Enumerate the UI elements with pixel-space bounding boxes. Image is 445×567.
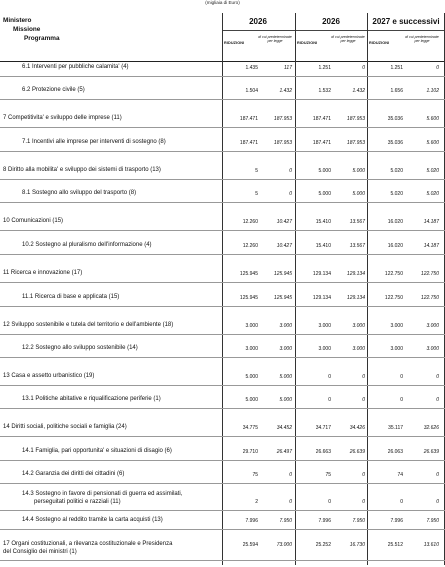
reduction-value: 122.750 xyxy=(384,295,403,301)
reduction-value: 1.251 xyxy=(318,65,331,71)
reduction-value: 0 xyxy=(328,397,331,403)
reduction-value: 3.000 xyxy=(318,323,331,329)
predetermined-value: 0 xyxy=(289,499,292,505)
reduction-value: 187.471 xyxy=(239,116,258,122)
predetermined-value: 122.750 xyxy=(420,295,439,301)
predetermined-value: 187.953 xyxy=(273,116,292,122)
predetermined-value: 5.600 xyxy=(426,140,439,146)
row-label-continuation: perseguitati politici e razziali (11) xyxy=(34,499,121,505)
missione-label: 17 Organi costituzionali, a rilevanza costituzionale e Presidenza xyxy=(3,541,173,547)
reduction-value: 0 xyxy=(328,499,331,505)
predetermined-value: 3.000 xyxy=(279,346,292,352)
reduction-value: 5.000 xyxy=(245,397,258,403)
predetermined-value: 187.953 xyxy=(346,140,365,146)
reduction-value: 16.020 xyxy=(387,219,403,225)
predetermined-value: 0 xyxy=(289,191,292,197)
reduction-value: 5 xyxy=(255,191,258,197)
predetermined-value: 3.000 xyxy=(279,323,292,329)
predetermined-value: 16.730 xyxy=(349,542,365,548)
reduction-value: 2 xyxy=(255,499,258,505)
header-subline xyxy=(223,30,445,31)
reduction-value: 7.996 xyxy=(318,518,331,524)
predetermined-value: 0 xyxy=(362,65,365,71)
year-header-2: 2026 xyxy=(322,17,340,26)
reduction-value: 5.000 xyxy=(318,168,331,174)
predetermined-value: 0 xyxy=(362,374,365,380)
predetermined-value: 26.497 xyxy=(276,449,292,455)
reduction-value: 15.410 xyxy=(315,243,331,249)
budget-table xyxy=(0,13,445,565)
reduction-value: 3.000 xyxy=(318,346,331,352)
reduction-value: 3.000 xyxy=(245,346,258,352)
year-header-3: 2027 e successivi xyxy=(372,17,440,26)
row-divider xyxy=(0,254,445,255)
reduction-value: 7.996 xyxy=(245,518,258,524)
reduction-value: 25.512 xyxy=(387,542,403,548)
predetermined-value: 5.000 xyxy=(279,374,292,380)
reduction-value: 122.750 xyxy=(384,271,403,277)
reduction-value: 5.020 xyxy=(390,191,403,197)
predetermined-value: 0 xyxy=(436,472,439,478)
predetermined-value: 1.432 xyxy=(279,88,292,94)
reduction-value: 0 xyxy=(400,374,403,380)
predetermined-value: 7.950 xyxy=(279,518,292,524)
reduction-value: 129.134 xyxy=(312,271,331,277)
row-divider xyxy=(0,230,445,231)
row-divider xyxy=(0,306,445,307)
programma-label: 10.2 Sostegno al pluralismo dell'informazione (4) xyxy=(22,242,152,248)
reduction-value: 75 xyxy=(252,472,258,478)
predetermined-value: 5.000 xyxy=(279,397,292,403)
predetermined-value: 0 xyxy=(289,168,292,174)
row-divider xyxy=(0,529,445,530)
predetermined-value: 0 xyxy=(436,397,439,403)
predetermined-value: 3.000 xyxy=(352,346,365,352)
predetermined-value: 14.187 xyxy=(423,243,439,249)
row-divider xyxy=(0,560,445,561)
predetermined-value: 7.950 xyxy=(352,518,365,524)
reduction-value: 5.020 xyxy=(390,168,403,174)
reduction-value: 1.251 xyxy=(390,65,403,71)
predetermined-value: 13.610 xyxy=(423,542,439,548)
reduction-value: 26.063 xyxy=(387,449,403,455)
row-divider xyxy=(0,510,445,511)
predetermined-value: 14.187 xyxy=(423,219,439,225)
reduction-value: 0 xyxy=(328,374,331,380)
reduction-value: 16.020 xyxy=(387,243,403,249)
predetermined-value: 13.567 xyxy=(349,243,365,249)
predetermined-value: 0 xyxy=(436,499,439,505)
predetermined-value: 5.600 xyxy=(426,116,439,122)
header-programma: Programma xyxy=(24,35,60,42)
reduction-value: 75 xyxy=(325,472,331,478)
programma-label: 12.2 Sostegno allo sviluppo sostenibile (14) xyxy=(22,345,138,351)
predetermined-value: 3.000 xyxy=(426,346,439,352)
predetermined-value: 26.639 xyxy=(423,449,439,455)
programma-label: 14.2 Garanzia dei diritti dei cittadini (6) xyxy=(22,471,125,477)
predetermined-value: 10.427 xyxy=(276,219,292,225)
predetermined-value: 187.953 xyxy=(346,116,365,122)
reduction-value: 25.252 xyxy=(315,542,331,548)
row-divider xyxy=(0,357,445,358)
reduction-value: 15.410 xyxy=(315,219,331,225)
reduction-value: 7.996 xyxy=(390,518,403,524)
missione-label: 7 Competitivita' e sviluppo delle imprese (11) xyxy=(3,115,122,121)
predetermined-value: 5.020 xyxy=(426,168,439,174)
reduction-value: 35.036 xyxy=(387,140,403,146)
reduction-value: 12.260 xyxy=(242,243,258,249)
programma-label: 14.3 Sostegno in favore di pensionati di guerra ed assimilati, xyxy=(22,491,183,497)
row-divider xyxy=(0,99,445,100)
programma-label: 8.1 Sostegno allo sviluppo del trasporto (8) xyxy=(22,190,137,196)
header-ministero: Ministero xyxy=(3,17,32,24)
predetermined-value: 0 xyxy=(362,499,365,505)
reduction-value: 187.471 xyxy=(312,140,331,146)
programma-label: 11.1 Ricerca di base e applicata (15) xyxy=(22,294,120,300)
row-divider xyxy=(0,385,445,386)
predetermined-value: 0 xyxy=(362,397,365,403)
reduction-value: 74 xyxy=(397,472,403,478)
predetermined-value: 10.427 xyxy=(276,243,292,249)
reduction-value: 5 xyxy=(255,168,258,174)
missione-label: 13 Casa e assetto urbanistico (19) xyxy=(3,373,95,379)
predetermined-value: 0 xyxy=(362,472,365,478)
predetermined-value: 5.000 xyxy=(352,191,365,197)
reduction-value: 3.000 xyxy=(245,323,258,329)
reduction-value: 35.036 xyxy=(387,116,403,122)
reduction-value: 29.710 xyxy=(242,449,258,455)
row-divider xyxy=(0,202,445,203)
reduction-value: 187.471 xyxy=(312,116,331,122)
reduction-value: 1.656 xyxy=(390,88,403,94)
reduction-value: 26.663 xyxy=(315,449,331,455)
predetermined-value: 34.426 xyxy=(349,425,365,431)
reduction-value: 1.532 xyxy=(318,88,331,94)
missione-label: 12 Sviluppo sostenibile e tutela del territorio e dell'ambiente (18) xyxy=(3,322,174,328)
programma-label: 14.1 Famiglia, pari opportunita' e situazioni di disagio (6) xyxy=(22,448,172,454)
row-divider xyxy=(0,334,445,335)
row-divider xyxy=(0,483,445,484)
reduction-value: 25.594 xyxy=(242,542,258,548)
predetermined-value: 0 xyxy=(289,472,292,478)
row-divider xyxy=(0,151,445,152)
row-divider xyxy=(0,76,445,77)
reduction-value: 34.717 xyxy=(315,425,331,431)
predetermined-value: 7.950 xyxy=(426,518,439,524)
predetermined-value: 125.945 xyxy=(273,295,292,301)
reduction-value: 12.260 xyxy=(242,219,258,225)
reduction-value: 187.471 xyxy=(239,140,258,146)
reduction-value: 5.000 xyxy=(318,191,331,197)
reduction-value: 1.435 xyxy=(245,65,258,71)
predetermined-value: 187.953 xyxy=(273,140,292,146)
col-of-which-3: di cui predeterminate per legge xyxy=(405,35,439,44)
row-divider xyxy=(0,282,445,283)
predetermined-value: 125.945 xyxy=(273,271,292,277)
predetermined-value: 1.432 xyxy=(352,88,365,94)
predetermined-value: 5.000 xyxy=(352,168,365,174)
reduction-value: 1.504 xyxy=(245,88,258,94)
predetermined-value: 122.750 xyxy=(420,271,439,277)
predetermined-value: 26.639 xyxy=(349,449,365,455)
row-divider xyxy=(0,436,445,437)
predetermined-value: 1.102 xyxy=(426,88,439,94)
reduction-value: 3.000 xyxy=(390,346,403,352)
reduction-value: 3.000 xyxy=(390,323,403,329)
reduction-value: 0 xyxy=(400,397,403,403)
units-note: (migliaia di Euro) xyxy=(205,0,240,5)
programma-label: 14.4 Sostegno al reddito tramite la carta acquisti (13) xyxy=(22,517,163,523)
row-divider xyxy=(0,408,445,409)
predetermined-value: 3.000 xyxy=(426,323,439,329)
predetermined-value: 32.626 xyxy=(423,425,439,431)
missione-label: 8 Diritto alla mobilita' e sviluppo dei sistemi di trasporto (13) xyxy=(3,167,161,173)
col-reduction-3: RIDUZIONI xyxy=(369,41,390,45)
predetermined-value: 129.134 xyxy=(346,295,365,301)
predetermined-value: 0 xyxy=(436,65,439,71)
col-of-which-1: di cui predeterminate per legge xyxy=(258,35,292,44)
row-divider xyxy=(0,460,445,461)
row-label-continuation: del Consiglio dei ministri (1) xyxy=(3,549,77,555)
reduction-value: 129.134 xyxy=(312,295,331,301)
reduction-value: 5.000 xyxy=(245,374,258,380)
programma-label: 7.1 Incentivi alle imprese per interventi di sostegno (8) xyxy=(22,139,166,145)
col-reduction-1: RIDUZIONI xyxy=(224,41,245,45)
missione-label: 10 Comunicazioni (15) xyxy=(3,218,64,224)
predetermined-value: 13.567 xyxy=(349,219,365,225)
predetermined-value: 34.452 xyxy=(276,425,292,431)
programma-label: 6.2 Protezione civile (5) xyxy=(22,87,85,93)
predetermined-value: 3.000 xyxy=(352,323,365,329)
col-of-which-2: di cui predeterminate per legge xyxy=(331,35,365,44)
predetermined-value: 0 xyxy=(436,374,439,380)
row-divider xyxy=(0,127,445,128)
col-reduction-2: RIDUZIONI xyxy=(297,41,318,45)
programma-label: 6.1 Interventi per pubbliche calamita' (4) xyxy=(22,64,129,70)
reduction-value: 125.945 xyxy=(239,271,258,277)
predetermined-value: 129.134 xyxy=(346,271,365,277)
predetermined-value: 117 xyxy=(284,65,292,71)
reduction-value: 35.117 xyxy=(388,425,403,431)
reduction-value: 34.775 xyxy=(242,425,258,431)
missione-label: 14 Diritti sociali, politiche sociali e famiglia (24) xyxy=(3,424,127,430)
programma-label: 13.1 Politiche abitative e riqualificazione periferie (1) xyxy=(22,396,161,402)
header-missione: Missione xyxy=(13,26,41,33)
reduction-value: 0 xyxy=(400,499,403,505)
predetermined-value: 73.000 xyxy=(276,542,292,548)
predetermined-value: 5.020 xyxy=(426,191,439,197)
missione-label: 11 Ricerca e innovazione (17) xyxy=(3,270,83,276)
reduction-value: 125.945 xyxy=(239,295,258,301)
row-divider xyxy=(0,179,445,180)
year-header-1: 2026 xyxy=(249,17,267,26)
